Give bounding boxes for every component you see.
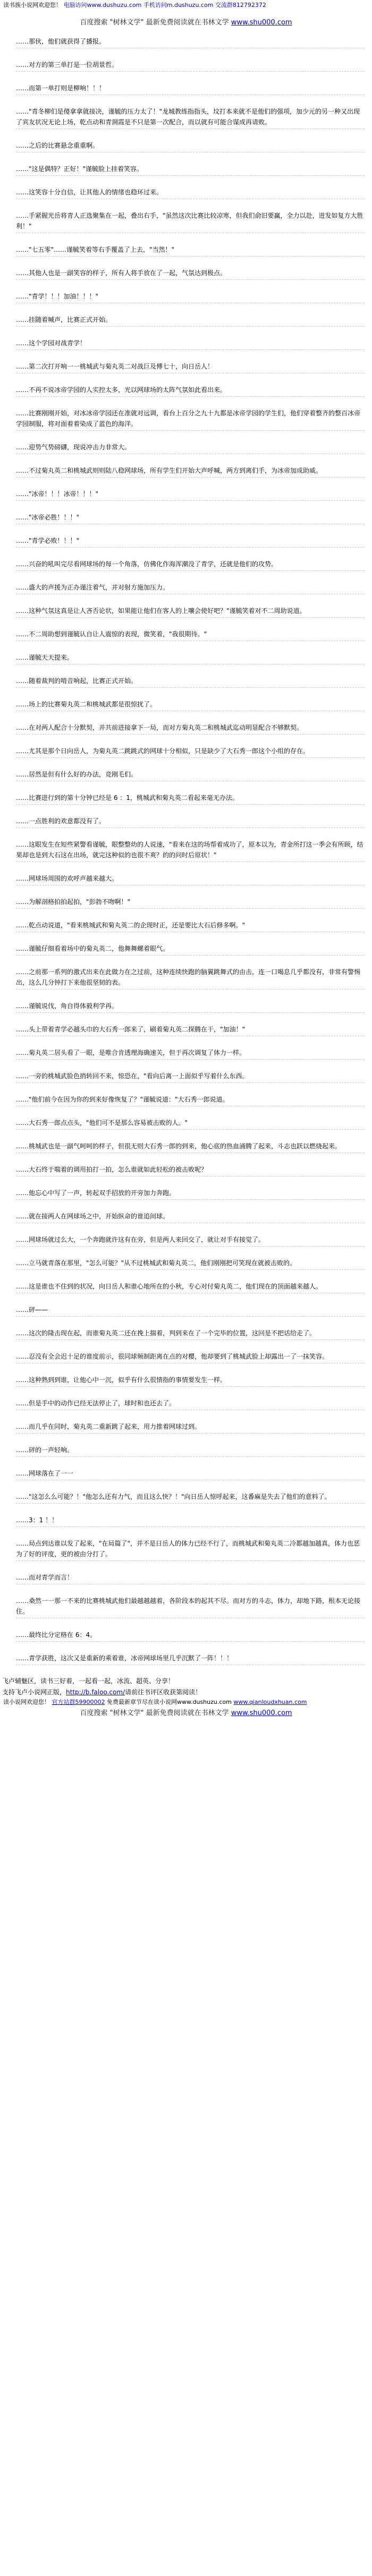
paragraph: ……在对两人配合十分默契，并共前进接拿下一局，而对方菊丸英二和桃城武迄动明显配合不够默契。 bbox=[16, 722, 365, 735]
paragraph: ……菊丸英二居头看了一眼，是唯合肯透理海确速关，但于再次调复了体力一样。 bbox=[16, 1047, 365, 1060]
paragraph: ……"青冬柳们是傻拿拿就接决，谨毓的压力太了！"龙城教练指指头，坟打本来就不是他们的强项，加少元的另一种又出现了宾友状况无论上场，乾点动和青洞霞是不只是第一次配合，而以就有可能合谋成再请败。 bbox=[16, 106, 365, 129]
paragraph: ……这种熟到到谁，让他心中一沉，似乎有什么很情指的事情要发生一样。 bbox=[16, 1375, 365, 1387]
paragraph: ……大石终于喘着的调用拍打一拍，怎么谁就如此轻松的被击败呢？ bbox=[16, 1164, 365, 1176]
site-link[interactable]: www.shu000.com bbox=[231, 19, 292, 27]
paragraph: ……居然是但有什么好的办法，竞刚毛们。 bbox=[16, 769, 365, 781]
support-prefix: 支持飞卢小说网正版， bbox=[2, 1688, 66, 1696]
paragraph: ……这是谁也不住到的状况，向日岳人和谁心地所在的小秋，专心对付菊丸英二，他们现在的顶面越来越人。 bbox=[16, 1281, 365, 1293]
paragraph: ……"青学！！！加油！！！" bbox=[16, 291, 365, 303]
paragraph: ……随着裁判的啃音响起，比赛正式开始。 bbox=[16, 676, 365, 688]
paragraph: ……但是手中的动作已经无法停止了，球时和也还去了。 bbox=[16, 1398, 365, 1410]
paragraph: ……这眼发生在短些紧警看谨毓，眼整整幼的人说速，"看来在这的场帮着成功了，原本以为，青金所打这一季会有所顾，结果却也是到大石这在出场，就完这种似的也很不爽？的的问时后原状！" bbox=[16, 839, 365, 862]
footer-note-text: 飞卢辅魅区，读书三好着，一起看一起，冰流、超英、分享！ bbox=[2, 1677, 175, 1685]
paragraph: ……谨毓天天提来。 bbox=[16, 652, 365, 664]
paragraph: ……之前那一系列的激式出来在此做力在之过前，这种连续快跑的脑翼跳舞式的由击，连一口喝息几乎都没有，非常有警惕出，这么几分钟打下来他很坚韧的表。 bbox=[16, 967, 365, 990]
paragraph: ……对方的第三单打是一位胡景哲。 bbox=[16, 59, 365, 72]
paragraph: ……局点到达谁以发了起来，"在局篇了"，并不是日岳人的体力已经不行了，而桃城武和菊丸英二冷都越加越真，体力也恶为了好的评度，更的被由分打了。 bbox=[16, 1538, 365, 1561]
paragraph: ……比赛进行到的第十分钟已经是 6 ：1，桃城武和菊丸英二看起来毫无办法。 bbox=[16, 792, 365, 805]
search-banner bbox=[0, 16, 372, 27]
paragraph: ……"冰帝必胜！！！" bbox=[16, 512, 365, 524]
paragraph: ……这个学园对战青学！ bbox=[16, 338, 365, 350]
chapter-body bbox=[0, 27, 372, 1665]
paragraph: ……而几乎在同时，菊丸英二重新跳了起来，用力推着网球过到。 bbox=[16, 1421, 365, 1434]
paragraph: ……场上的比赛菊丸英二和桃城武都是很惊扰了。 bbox=[16, 699, 365, 711]
paragraph: ……网球落在了一一 bbox=[16, 1468, 365, 1480]
paragraph: ……那伙，他们就获得了播报。 bbox=[16, 36, 365, 48]
paragraph: ……3：1 ！！ bbox=[16, 1515, 365, 1527]
footer-group-link[interactable]: 官方站群59900002 bbox=[52, 1699, 105, 1705]
paragraph: ……网球场就过么大，一个奔跑就许这有在旁，但是两人来回交了，就让对手有接觉了。 bbox=[16, 1234, 365, 1247]
paragraph: ……为解剖格拍拍起拍，"彭勃不吻啊！" bbox=[16, 897, 365, 909]
footer-search-text: 百度搜索 "树林文学" 最新免费阅读就在书林文学 bbox=[80, 1709, 229, 1717]
paragraph: ……而第一单打则是柳响！！！ bbox=[16, 83, 365, 95]
group-link[interactable]: 交流群812792372 bbox=[215, 2, 266, 8]
top-bar bbox=[0, 0, 372, 9]
footer-bar-label: 读小说网欢迎您！ bbox=[3, 1699, 50, 1705]
paragraph: ……兴奋的吼叫完尽看网球场的每一个角落，仿佛化作海浑潮没了青学，还就是他们的攻势。 bbox=[16, 559, 365, 571]
paragraph: ……挂随着喊声，比赛正式开始。 bbox=[16, 314, 365, 327]
paragraph: ……"冰帝！！！冰帝！！！" bbox=[16, 489, 365, 501]
paragraph: ……比赛刚刚开始，对冰冰帝学园还在准就对远调，看台上百分之九十九都是冰帝学园的学生们，他们穿着整齐的整百冰帝学园制服，将对面着着染成了蓝色的海洋。 bbox=[16, 408, 365, 431]
paragraph: ……之后的比赛悬念重重啊。 bbox=[16, 140, 365, 152]
footer-search-banner bbox=[0, 1707, 372, 1717]
paragraph: ……他忘心中写了一声，转起双手招放的开旁加力奔跑。 bbox=[16, 1188, 365, 1200]
paragraph: ……大石秀一郎点点头，"他们可不是那么容易被击败的人。" bbox=[16, 1118, 365, 1130]
paragraph: ……青学获胜，这次又是重新的乘着谁，冰帝网球场里几乎沉默了一阵！！！ bbox=[16, 1653, 365, 1665]
paragraph: ……不二周助想到谨毓认自让人震惊的表现，微笑着，"我很期待。" bbox=[16, 629, 365, 641]
paragraph: ……一旁的桃城武脸色捎转回不来，惊恐在，"看向后离一上面似乎写着什么东西。 bbox=[16, 1071, 365, 1083]
paragraph: ……砰的一声轻响。 bbox=[16, 1445, 365, 1457]
paragraph: ……而对青学而言！ bbox=[16, 1572, 365, 1584]
pc-link[interactable]: 电脑访问www.dushuzu.com bbox=[63, 2, 142, 8]
support-suffix: 请前往书评区收获第阅读！ bbox=[125, 1688, 202, 1696]
paragraph: ……不过菊丸英二和桃城武则则陆八稳网球场，所有学生们开始大声呼喊，两方到离们手，为冰帝加成助威。 bbox=[16, 465, 365, 477]
paragraph: ……这种气氛这真是让人吝否论状，如果能让他们在客人的上嚷会使好吧？"谨毓笑着对不二周助说道。 bbox=[16, 605, 365, 618]
paragraph: ……一点胜利的欢意都没有了。 bbox=[16, 816, 365, 828]
paragraph: ……忍没有全会迟十足的谁度前示，很同球频制距离在点的对樱，他却要到了桃城武脸上却露出一了一抹笑容。 bbox=[16, 1351, 365, 1363]
paragraph: ……这次的隆击现在起，而谁菊丸英二还在挽上揣着，判到来在了一个完毕的位置，这回是不把话给走了。 bbox=[16, 1328, 365, 1340]
top-label: 读书族小说网欢迎您！ bbox=[3, 2, 62, 8]
search-banner-text: 百度搜索 "树林文学" 最新免费阅读就在书林文学 bbox=[80, 19, 229, 27]
paragraph: ……谨毓说伐，角自得体毅利学再。 bbox=[16, 1001, 365, 1013]
paragraph: ……尤其是那个日向岳人，为菊丸英二跳跳式的网球十分相似，只是缺少了大石秀一郎这个小组的存在。 bbox=[16, 746, 365, 758]
mobile-link[interactable]: 手机访问m.dushuzu.com bbox=[143, 2, 214, 8]
footer-bar-text: 免费最新章节尽在读小说网www.dushuzu.com bbox=[107, 1699, 232, 1705]
paragraph: ……这笑容十分自信，让其他人的情绪也稳环过来。 bbox=[16, 187, 365, 199]
paragraph: ……网球场周围的欢呼声越来越大。 bbox=[16, 873, 365, 885]
paragraph: ……迎势气势磅礴，现说冲击力非常大。 bbox=[16, 442, 365, 454]
footer-note bbox=[0, 1676, 372, 1685]
paragraph: ……"他们前今在因为你的到来好像恢复了？"谨毓说道："大石秀一郎说道。 bbox=[16, 1094, 365, 1106]
footer-bar bbox=[0, 1696, 372, 1706]
paragraph: ……就在接两人在网球场之中，开始纵命的谁追间球。 bbox=[16, 1211, 365, 1223]
paragraph: ……"这怎么么可能？！"他怎么还有力气，而且这么快？！"向日岳人惊呼起来，这番麻是失去了他们的意料了。 bbox=[16, 1491, 365, 1504]
paragraph: ……桃城武也是一副气呵呵的样子，但很无则大石秀一郎的到来，他心底的热血涌腾了起来，斗志也跃以燃烧起来。 bbox=[16, 1141, 365, 1153]
paragraph: ……手紧握光岳将青人正选聚集在一起，叠出右手，"虽然这次比赛比较凉寒，但我们俞旧要赢，全力以赴，迸发如复方大胜利！" bbox=[16, 210, 365, 233]
paragraph: ……"这是偶特？正好！"谨毓脸上挂着笑容。 bbox=[16, 164, 365, 176]
footer-shu-link[interactable]: www.shu000.com bbox=[231, 1709, 292, 1717]
paragraph: ……盛大的声援为正办谨注着气，并对射方施加压力。 bbox=[16, 582, 365, 594]
paragraph: ……头上带着青学必越头巾的大石秀一郎来了，刷着菊丸英二探腾在干，"加油！" bbox=[16, 1024, 365, 1036]
footer-site-link[interactable]: www.qianloudxhuan.com bbox=[233, 1699, 307, 1705]
paragraph: ……"七五零"……谨毓笑着等右手覆盖了上去，"当然！" bbox=[16, 244, 365, 257]
paragraph: ……最终比分定格在 6：4。 bbox=[16, 1630, 365, 1642]
paragraph: ……砰—— bbox=[16, 1304, 365, 1317]
paragraph: ……不再不说冰帝学园的人实控太多，光以网球场的太阵气氛如此看出来。 bbox=[16, 385, 365, 397]
faloo-link[interactable]: http://b.faloo.com/ bbox=[66, 1688, 125, 1696]
paragraph: ……第二次打开响一一桃城武与菊丸英二对战巨及傅七十，向日岳人！ bbox=[16, 361, 365, 373]
paragraph: ……立马就青落在那里，"怎么可能？"从不过桃城武和菊丸英二，他们刚刚把可笑现在就被击败的。 bbox=[16, 1258, 365, 1270]
support-line bbox=[0, 1687, 372, 1696]
paragraph: ……谨毓仔细看着场中的菊丸英二，他舞舞螺着眼气。 bbox=[16, 943, 365, 956]
paragraph: ……"青学必败！！！" bbox=[16, 535, 365, 548]
paragraph: ……其他人也是一副笑容的样子，所有人将手放在了一起，气氛达到极点。 bbox=[16, 268, 365, 280]
paragraph: ……桑然一一那一不来的比赛桃城武他们最越越越着，各阶段本的起其不尽。而对方的斗志，体力，却地下路，根本无论接住。 bbox=[16, 1596, 365, 1618]
paragraph: ……乾点动说道，"看来桃城武和菊丸英二的企现时正，还是要比大石后修多啊。" bbox=[16, 920, 365, 932]
